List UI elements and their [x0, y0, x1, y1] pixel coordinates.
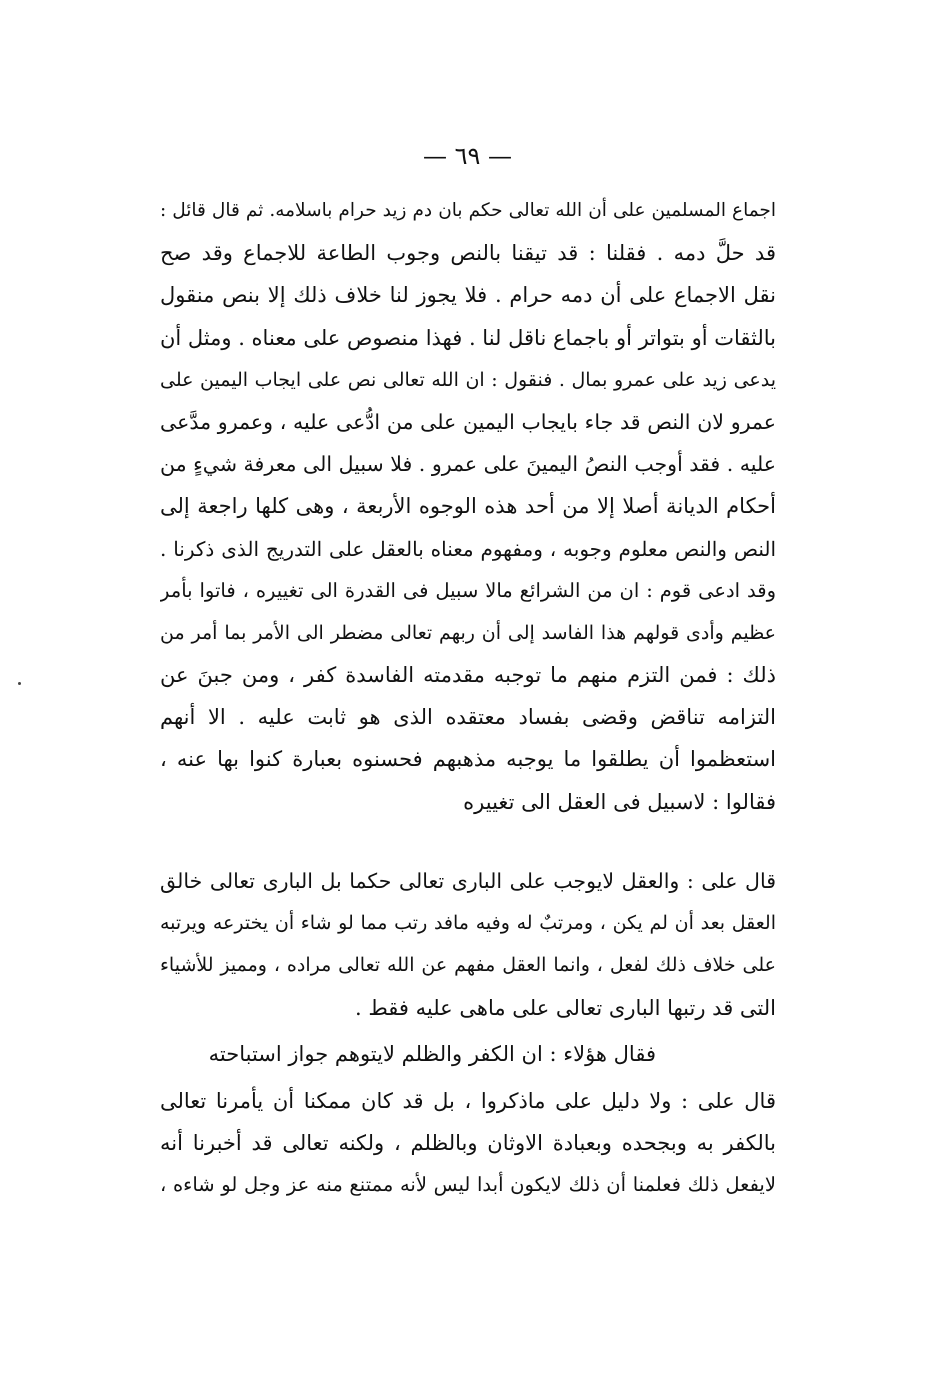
- paragraph-4: [160, 1080, 776, 1207]
- text-line: قال على : ولا دليل على ماذكروا ، بل قد كان ممكنا أن يأمرنا تعالى: [160, 1089, 776, 1113]
- text-line: على خلاف ذلك لفعل ، وانما العقل مفهم عن الله تعالى مراده ، ومميز للأشياء: [160, 954, 776, 977]
- text-line: يدعى زيد على عمرو بمال . فنقول : ان الله تعالى نص على ايجاب اليمين على: [160, 368, 776, 391]
- text-line: عليه . فقد أوجب النصُ اليمينَ على عمرو . فلا سبيل الى معرفة شيءٍ من: [160, 452, 776, 477]
- text-line: ذلك : فمن التزم منهم ما توجبه مقدمته الفاسدة كفر ، ومن جبنَ عن: [160, 663, 776, 688]
- text-line: قال على : والعقل لايوجب على البارى تعالى حكما بل البارى تعالى خالق: [160, 869, 776, 893]
- text-line: لايفعل ذلك فعلمنا أن ذلك لايكون أبدا ليس لأنه ممتنع منه عز وجل لو شاءه ،: [160, 1173, 776, 1197]
- page-number: — ٦٩ —: [422, 142, 513, 170]
- text-line: نقل الاجماع على أن دمه حرام . فلا يجوز لنا خلاف ذلك إلا بنص منقول: [160, 283, 776, 308]
- text-line: بالثقات أو بتواتر أو باجماع ناقل لنا . فهذا منصوص على معناه . ومثل أن: [160, 325, 776, 350]
- text-line: عظيم وأدى قولهم هذا الفاسد إلى أن ربهم تعالى مضطر الى الأمر بما أمر من: [160, 621, 776, 644]
- paragraph-2: [160, 860, 776, 1029]
- scan-speck: [18, 682, 21, 685]
- text-line: استعظموا أن يطلقوا ما يوجبه مذهبهم فحسنوه بعبارة كنوا بها عنه ،: [160, 747, 776, 772]
- paragraph-3: [160, 1033, 776, 1075]
- text-line: التزامه تناقض وقضى بفساد معتقده الذى هو ثابت عليه . الا أنهم: [160, 705, 776, 730]
- text-line: عمرو لان النص قد جاء بايجاب اليمين على من ادُّعى عليه ، وعمرو مدَّعى: [160, 409, 776, 434]
- text-line: العقل بعد أن لم يكن ، ومرتبٌ له وفيه مافد رتب مما لو شاء أن يخترعه ويرتبه: [160, 912, 776, 935]
- text-line: التى قد رتبها البارى تعالى على ماهى عليه فقط .: [355, 995, 776, 1020]
- text-line: فقال هؤلاء : ان الكفر والظلم لايتوهم جواز استباحته: [208, 1042, 656, 1066]
- text-line: بالكفر به وبجحده وبعبادة الاوثان وبالظلم ، ولكنه تعالى قد أخبرنا أنه: [160, 1131, 776, 1156]
- paragraph-1: [160, 190, 776, 823]
- text-line: وقد ادعى قوم : ان من الشرائع مالا سبيل فى القدرة الى تغييره ، فاتوا بأمر: [160, 578, 776, 602]
- text-line: النص والنص معلوم وجوبه ، ومفهوم معناه بالعقل على التدريج الذى ذكرنا .: [160, 536, 776, 561]
- text-line: فقالوا : لاسبيل فى العقل الى تغييره: [463, 789, 776, 814]
- text-line: اجماع المسلمين على أن الله تعالى حكم بان دم زيد حرام باسلامه. ثم قال قائل :: [160, 200, 776, 221]
- text-line: أحكام الديانة أصلا إلا من أحد هذه الوجوه الأربعة ، وهى كلها راجعة إلى: [160, 494, 776, 519]
- text-line: قد حلَّ دمه . فقلنا : قد تيقنا بالنص وجوب الطاعة للاجماع وقد صح: [160, 241, 776, 266]
